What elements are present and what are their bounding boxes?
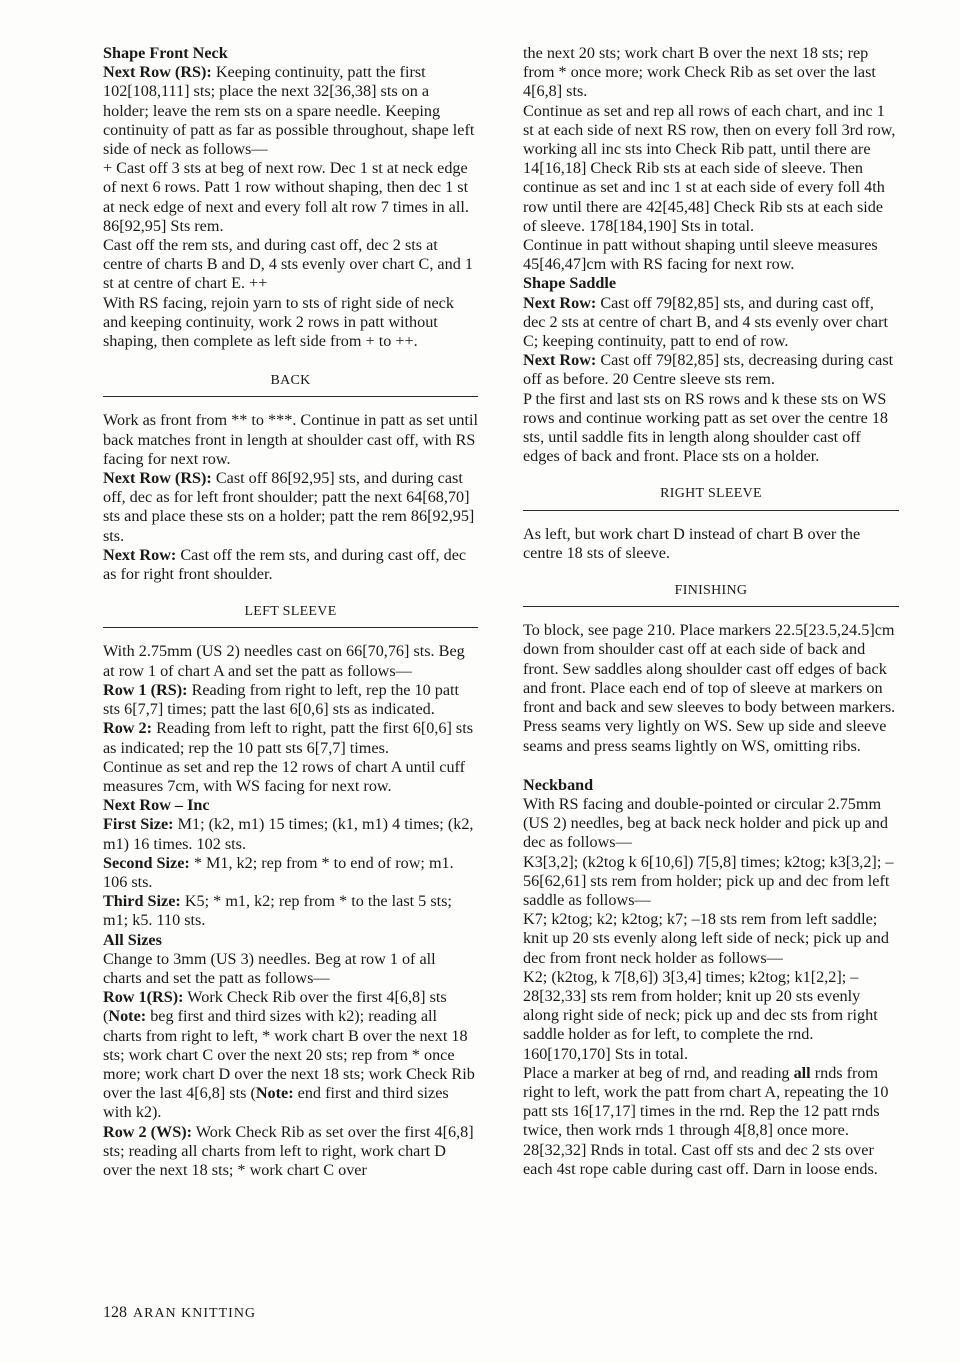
left-sleeve-section-title: LEFT SLEEVE <box>103 602 478 628</box>
paragraph <box>103 546 478 584</box>
neckband-body <box>523 795 899 1179</box>
instruction-label: Next Row (RS): <box>103 63 212 82</box>
instruction-text: Cast off 79[82,85] sts, decreasing during cast off as before. 20 Centre sleeve sts rem. <box>523 351 894 389</box>
instruction-label: Note: <box>108 1007 147 1026</box>
paragraph <box>103 758 478 796</box>
instruction-label: All Sizes <box>103 930 162 949</box>
instruction-text: end first and third sizes with k2). <box>103 1084 449 1122</box>
instruction-label: Next Row: <box>523 293 597 312</box>
instruction-text: K3[3,2]; (k2tog k 6[10,6]) 7[5,8] times; k2tog; k3[3,2]; – 56[62,61] sts rem from holder; pick up and dec from left saddle as follows— <box>523 852 894 909</box>
instruction-label: all <box>793 1063 811 1082</box>
paragraph <box>103 411 478 469</box>
right-column <box>523 44 899 1179</box>
shape-saddle-body <box>523 294 899 467</box>
instruction-text: With RS facing, rejoin yarn to sts of right side of neck and keeping continuity, work 2 rows in patt without shaping, then complete as left side from + to ++. <box>103 293 454 351</box>
instruction-text: Reading from left to right, patt the first 6[0,6] sts as indicated; rep the 10 patt sts 6[7,7] times. <box>103 719 474 757</box>
instruction-label: Row 1 (RS): <box>103 680 188 699</box>
paragraph <box>523 44 899 102</box>
instruction-text: Continue in patt without shaping until sleeve measures 45[46,47]cm with RS facing for next row. <box>523 236 878 274</box>
paragraph <box>523 621 899 755</box>
instruction-text: K5; * m1, k2; rep from * to the last 5 sts; m1; k5. 110 sts. <box>103 892 452 930</box>
instruction-label: Next Row (RS): <box>103 469 212 488</box>
instruction-label: Row 2: <box>103 719 153 738</box>
paragraph <box>103 642 478 680</box>
paragraph <box>523 294 899 352</box>
shape-saddle-heading: Shape Saddle <box>523 274 617 293</box>
instruction-text: Cast off the rem sts, and during cast off, dec as for right front shoulder. <box>103 545 467 584</box>
instruction-text: With RS facing and double-pointed or circular 2.75mm (US 2) needles, beg at back neck holder and pick up and dec as follows— <box>523 794 888 852</box>
instruction-label: Row 1(RS): <box>103 988 184 1007</box>
paragraph <box>103 988 478 1122</box>
instruction-text: Continue as set and rep all rows of each chart, and inc 1 st at each side of next RS row, then on every foll 3rd row, working all inc sts into Check Rib patt, until there are 14[16,18] Check Rib sts at each side of sleeve. Then continue as set and inc 1 st at each side of every foll 4th row until there are 42[45,48] Check Rib sts at each side of sleeve. 178[184,190] Sts in total. <box>523 101 896 235</box>
instruction-text: Continue as set and rep the 12 rows of chart A until cuff measures 7cm, with WS facing for next row. <box>103 757 466 795</box>
finishing-section-title: FINISHING <box>523 581 899 607</box>
instruction-text: K2; (k2tog, k 7[8,6]) 3[3,4] times; k2tog; k1[2,2]; – 28[32,33] sts rem from holder; knit up 20 sts evenly along right side of neck; pick up and dec sts from right saddle holder as for left, to complete the rnd. 160[170,170] Sts in total. <box>523 967 878 1063</box>
sleeve-continued-body <box>523 44 899 274</box>
page-footer <box>103 1303 256 1323</box>
instruction-text: To block, see page 210. Place markers 22.5[23.5,24.5]cm down from shoulder cast off at each side of back and front. Sew saddles along shoulder cast off edges of back and front. Place each end of top of sleeve at markers on front and back and sew sleeves to body between markers. Press seams very lightly on WS. Sew up side and sleeve seams and press seams lightly on WS, omitting ribs. <box>523 621 896 755</box>
paragraph <box>523 968 899 1064</box>
shape-front-neck-body <box>103 63 478 351</box>
instruction-text: With 2.75mm (US 2) needles cast on 66[70,76] sts. Beg at row 1 of chart A and set the patt as follows— <box>103 642 465 680</box>
instruction-text: K7; k2tog; k2; k2tog; k7; –18 sts rem from left saddle; knit up 20 sts evenly along left side of neck; pick up and dec from front neck holder as follows— <box>523 910 889 967</box>
paragraph <box>103 469 478 546</box>
shape-front-neck-heading: Shape Front Neck <box>103 44 228 62</box>
instruction-text: Keeping continuity, patt the first 102[108,111] sts; place the next 32[36,38] sts on a holder; leave the rem sts on a spare needle. Keeping continuity of patt as far as possible throughout, shape left side of neck as follows— <box>103 63 475 159</box>
instruction-label: Next Row: <box>103 545 177 564</box>
paragraph <box>103 892 478 930</box>
neckband-heading: Neckband <box>523 775 594 794</box>
instruction-label: Row 2 (WS): <box>103 1122 193 1141</box>
paragraph <box>103 719 478 757</box>
instruction-text: Cast off 86[92,95] sts, and during cast off, dec as for left front shoulder; patt the next 64[68,70] sts and place these sts on a holder; patt the rem 86[92,95] sts. <box>103 469 475 545</box>
paragraph <box>523 853 899 911</box>
paragraph <box>103 63 478 159</box>
finishing-body <box>523 621 899 755</box>
paragraph <box>523 795 899 853</box>
instruction-label: Next Row: <box>523 351 597 370</box>
paragraph <box>103 1123 478 1181</box>
instruction-text: + Cast off 3 sts at beg of next row. Dec 1 st at neck edge of next 6 rows. Patt 1 row without shaping, then dec 1 st at neck edge of next and every foll alt row 7 times in all. 86[92,95] Sts rem. <box>103 159 469 235</box>
instruction-text: Cast off 79[82,85] sts, and during cast off, dec 2 sts at centre of chart B, and 4 sts evenly over chart C; keeping continuity, patt to end of row. <box>523 293 888 351</box>
paragraph <box>523 351 899 389</box>
paragraph <box>103 815 478 853</box>
paragraph <box>103 931 478 950</box>
paragraph <box>103 681 478 719</box>
instruction-label: Note: <box>255 1084 294 1103</box>
paragraph <box>523 910 899 968</box>
paragraph <box>103 950 478 988</box>
paragraph <box>103 159 478 236</box>
instruction-label: First Size: <box>103 815 174 834</box>
instruction-label: Second Size: <box>103 853 190 872</box>
paragraph <box>103 796 478 815</box>
left-column <box>103 44 478 1180</box>
instruction-text: rnds from right to left, work the patt from chart A, repeating the 10 patt sts 16[17,17] times in the rnd. Rep the 12 patt rnds twice, then work rnds 1 through 4[8,8] once more. 28[32,32] Rnds in total. Cast off sts and dec 2 sts over each 4st rope cable during cast off. Darn in loose ends. <box>523 1063 889 1178</box>
instruction-text: Work Check Rib as set over the first 4[6,8] sts; reading all charts from left to right, work chart D over the next 18 sts; * work chart C over <box>103 1122 474 1179</box>
right-sleeve-body <box>523 525 899 563</box>
page-number: 128 <box>103 1304 127 1321</box>
instruction-text: the next 20 sts; work chart B over the next 18 sts; rep from * once more; work Check Rib as set over the last 4[6,8] sts. <box>523 44 876 101</box>
instruction-text: M1; (k2, m1) 15 times; (k1, m1) 4 times; (k2, m1) 16 times. 102 sts. <box>103 815 474 853</box>
instruction-label: Third Size: <box>103 892 181 911</box>
instruction-text: Change to 3mm (US 3) needles. Beg at row 1 of all charts and set the patt as follows— <box>103 949 436 987</box>
back-body <box>103 411 478 584</box>
instruction-text: Cast off the rem sts, and during cast off, dec 2 sts at centre of charts B and D, 4 sts evenly over chart C, and 1 st at centre of chart E. ++ <box>103 236 473 293</box>
paragraph <box>523 390 899 467</box>
instruction-text: Work Check Rib over the first 4[6,8] sts ( <box>103 988 447 1026</box>
paragraph <box>523 102 899 236</box>
paragraph <box>103 294 478 352</box>
instruction-text: As left, but work chart D instead of chart B over the centre 18 sts of sleeve. <box>523 524 861 562</box>
instruction-text: Work as front from ** to ***. Continue in patt as set until back matches front in length at shoulder cast off, with RS facing for next row. <box>103 411 479 468</box>
instruction-text: P the first and last sts on RS rows and k these sts on WS rows and continue working patt as set over the centre 18 sts, until saddle fits in length along shoulder cast off edges of back and front. Place sts on a holder. <box>523 389 889 466</box>
back-section-title: BACK <box>103 371 478 397</box>
paragraph <box>103 236 478 294</box>
right-sleeve-section-title: RIGHT SLEEVE <box>523 484 899 510</box>
instruction-text: Place a marker at beg of rnd, and reading <box>523 1063 794 1082</box>
paragraph <box>523 1064 899 1179</box>
paragraph <box>523 236 899 274</box>
instruction-text: Reading from right to left, rep the 10 patt sts 6[7,7] times; patt the last 6[0,6] sts as indicated. <box>103 680 460 719</box>
running-title: ARAN KNITTING <box>133 1306 257 1321</box>
instruction-text: beg first and third sizes with k2); reading all charts from right to left, * work chart B over the next 18 sts; work chart C over the next 20 sts; rep from * once more; work chart D over the next 18 sts; work Check Rib over the last 4[6,8] sts ( <box>103 1007 475 1103</box>
left-sleeve-body <box>103 642 478 1180</box>
instruction-text: * M1, k2; rep from * to end of row; m1. 106 sts. <box>103 853 454 891</box>
paragraph <box>523 525 899 563</box>
instruction-label: Next Row – Inc <box>103 796 210 815</box>
paragraph <box>103 854 478 892</box>
